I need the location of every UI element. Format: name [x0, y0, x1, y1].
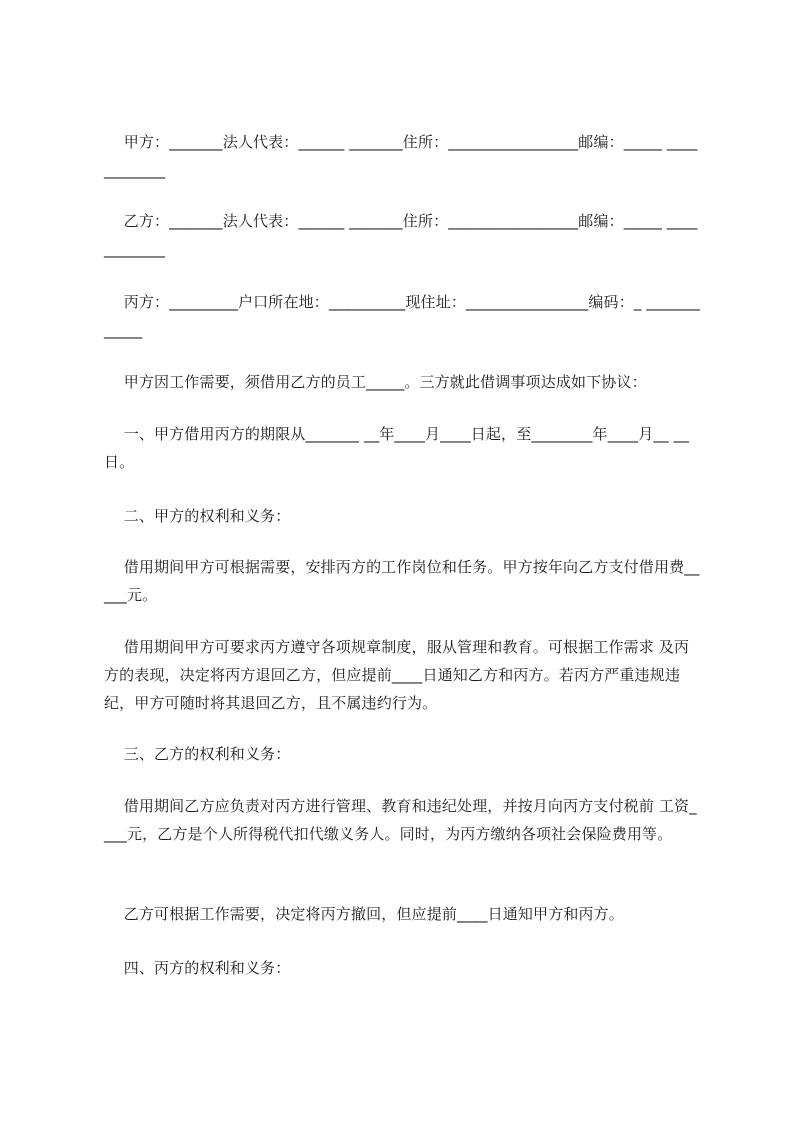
agreement-intro: 甲方因工作需要，须借用乙方的员工_____。三方就此借调事项达成如下协议： — [104, 373, 647, 391]
clause-1-term: 一、甲方借用丙方的期限从_______ __年____月____日起，至________年____月__ __日。 — [104, 425, 689, 471]
party-a-info: 甲方：_______法人代表：______ _______住所：_________________邮编：_____ ____________ — [104, 133, 698, 179]
clause-2-paragraph-2: 借用期间甲方可要求丙方遵守各项规章制度，服从管理和教育。可根据工作需求 及丙方的表现，决定将丙方退回乙方，但应提前____日通知乙方和丙方。若丙方严重违规违纪，甲方可随时将其退回乙方，且不属违约行为。 — [104, 638, 690, 712]
clause-2-paragraph-1: 借用期间甲方可根据需要，安排丙方的工作岗位和任务。甲方按年向乙方支付借用费_____元。 — [104, 558, 700, 604]
clause-4-heading: 四、丙方的权利和义务： — [104, 959, 291, 977]
party-b-info: 乙方：_______法人代表：______ _______住所：_________________邮编：_____ ____________ — [104, 212, 698, 258]
clause-3-heading: 三、乙方的权利和义务： — [104, 745, 291, 763]
clause-3-paragraph-1: 借用期间乙方应负责对丙方进行管理、教育和违纪处理，并按月向丙方支付税前 工资____元，乙方是个人所得税代扣代缴义务人。同时，为丙方缴纳各项社会保险费用等。 — [104, 797, 697, 843]
party-c-info: 丙方：_________户口所在地：__________现住址：________________编码：_ ____________ — [104, 293, 700, 339]
clause-2-heading: 二、甲方的权利和义务： — [104, 507, 291, 525]
clause-3-paragraph-2: 乙方可根据工作需要，决定将丙方撤回，但应提前____日通知甲方和丙方。 — [104, 905, 624, 923]
